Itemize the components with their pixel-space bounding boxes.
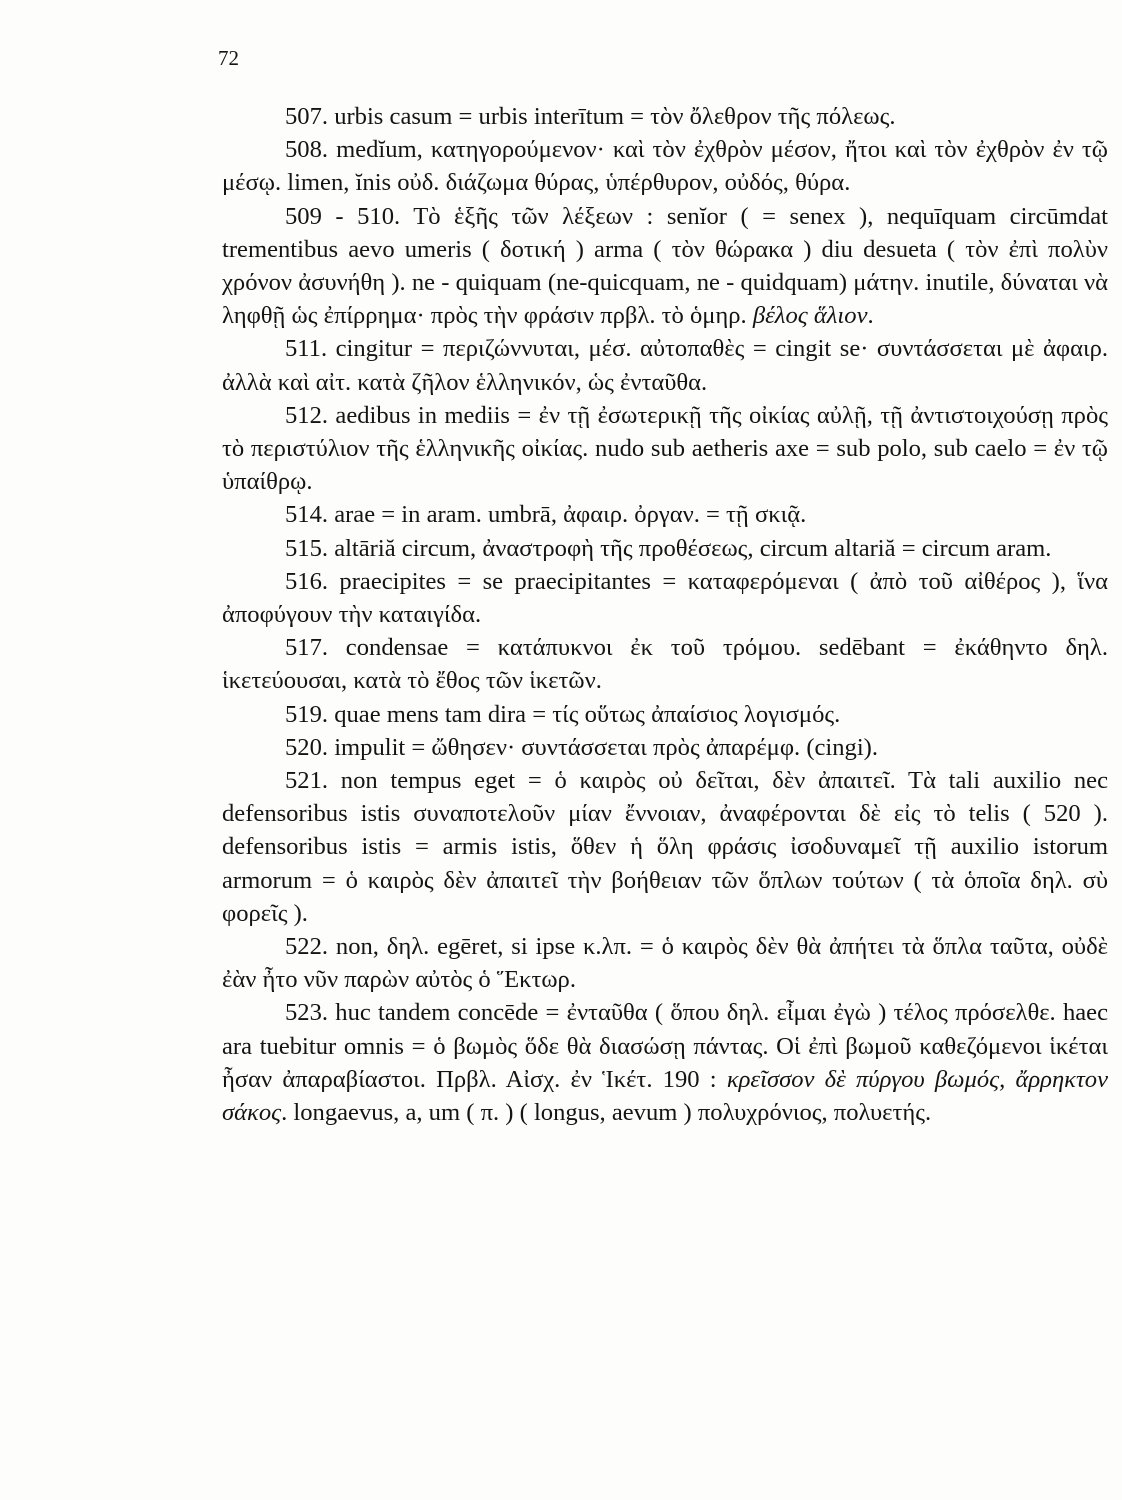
entry-text: 512. aedibus in mediis = ἐν τῇ ἐσωτερικῇ τῆς οἰκίας αὐλῇ, τῇ ἀντιστοιχούσῃ πρὸς τὸ περιστύλιον τῆς ἑλληνικῆς οἰκίας. nudo sub aetheris axe = sub polo, sub caelo = ἐν τῷ ὑπαίθρῳ. (222, 401, 1108, 496)
commentary-entry (222, 332, 1108, 398)
commentary-entry (222, 498, 1108, 531)
entry-text: 516. praecipites = se praecipitantes = καταφερόμεναι ( ἀπὸ τοῦ αἰθέρος ), ἵνα ἀποφύγουν τὴν καταιγίδα. (222, 567, 1108, 629)
commentary-entry (222, 399, 1108, 499)
commentary-entry (222, 731, 1108, 764)
commentary-entry (222, 532, 1108, 565)
commentary-entry (222, 930, 1108, 996)
commentary-entry (222, 631, 1108, 697)
italic-quote: βέλος ἅλιον (752, 302, 868, 330)
entry-text: 511. cingitur = περιζώννυται, μέσ. αὐτοπαθὲς = cingit se· συντάσσεται μὲ ἀφαιρ. ἀλλὰ καὶ αἰτ. κατὰ ζῆλον ἑλληνικόν, ὡς ἐνταῦθα. (222, 335, 1108, 396)
entry-text: 508. medĭum, κατηγορούμενον· καὶ τὸν ἐχθρὸν μέσον, ἤτοι καὶ τὸν ἐχθρὸν ἐν τῷ μέσῳ. limen, ĭnis οὐδ. διάζωμα θύρας, ὑπέρθυρον, οὐδός, θύρα. (222, 136, 1108, 197)
entry-text: . longaevus, a, um ( π. ) ( longus, aevum ) πολυχρόνιος, πολυετής. (281, 1099, 932, 1127)
entry-text: . (867, 302, 874, 330)
entry-text: 522. non, δηλ. egēret, si ipse κ.λπ. = ὁ καιρὸς δὲν θὰ ἀπήτει τὰ ὅπλα ταῦτα, οὐδὲ ἐὰν ἦτο νῦν παρὼν αὐτὸς ὁ Ἕκτωρ. (222, 933, 1108, 994)
entry-text: 523. huc tandem concēde = ἐνταῦθα ( ὅπου δηλ. εἶμαι ἐγὼ ) τέλος πρόσελθε. haec ara tuebitur omnis = ὁ βωμὸς ὅδε θὰ διασώσῃ πάντας. Οἱ ἐπὶ βωμοῦ καθεζόμενοι ἱκέται ἦσαν ἀπαραβίαστοι. Πρβλ. Αἰσχ. ἐν Ἱκέτ. 190 : (222, 999, 1108, 1093)
entry-text: 509 - 510. Τὸ ἑξῆς τῶν λέξεων : senĭor ( = senex ), nequīquam circūmdat trementibus aevo umeris ( δοτική ) arma ( τὸν θώρακα ) diu desueta ( τὸν ἐπὶ πολὺν χρόνον ἀσυνήθη ). ne - quiquam (ne-quicquam, ne - quidquam) μάτην. inutile, δύναται νὰ ληφθῇ ὡς ἐπίρρημα· πρὸς τὴν φράσιν πρβλ. τὸ ὁμηρ. (222, 202, 1108, 330)
commentary-entry (222, 764, 1108, 930)
commentary-body (222, 100, 1108, 1129)
commentary-entry (222, 698, 1108, 731)
commentary-entry (222, 996, 1108, 1129)
commentary-entry (222, 200, 1108, 333)
page-number: 72 (218, 46, 239, 70)
entry-text: 517. condensae = κατάπυκνοι ἐκ τοῦ τρόμου. sedēbant = ἐκάθηντο δηλ. ἱκετεύουσαι, κατὰ τὸ ἔθος τῶν ἱκετῶν. (222, 634, 1108, 695)
commentary-entry (222, 100, 1108, 133)
commentary-entry (222, 133, 1108, 199)
entry-text: 519. quae mens tam dira = τίς οὕτως ἀπαίσιος λογισμός. (285, 700, 841, 728)
entry-text: 520. impulit = ὤθησεν· συντάσσεται πρὸς ἀπαρέμφ. (cingi). (285, 733, 879, 761)
entry-text: 507. urbis casum = urbis interītum = τὸν ὄλεθρον τῆς πόλεως. (285, 103, 896, 130)
italic-quote: κρεῖσσον δὲ πύργου βωμός, ἄρρηκτον σάκος (222, 1065, 1109, 1127)
entry-text: 514. arae = in aram. umbrā, ἀφαιρ. ὀργαν. = τῇ σκιᾷ. (285, 501, 807, 529)
entry-text: 521. non tempus eget = ὁ καιρὸς οὐ δεῖται, δὲν ἀπαιτεῖ. Τὰ tali auxilio nec defensoribus istis συναποτελοῦν μίαν ἔννοιαν, ἀναφέρονται δὲ εἰς τὸ telis ( 520 ). defensoribus istis = armis istis, ὅθεν ἡ ὅλη φράσις ἰσοδυναμεῖ τῇ auxilio istorum armorum = ὁ καιρὸς δὲν ἀπαιτεῖ τὴν βοήθειαν τῶν ὅπλων τούτων ( τὰ ὁποῖα δηλ. σὺ φορεῖς ). (222, 767, 1108, 927)
commentary-entry (222, 565, 1108, 631)
entry-text: 515. altāriă circum, ἀναστροφὴ τῆς προθέσεως, circum altariă = circum aram. (285, 534, 1052, 562)
